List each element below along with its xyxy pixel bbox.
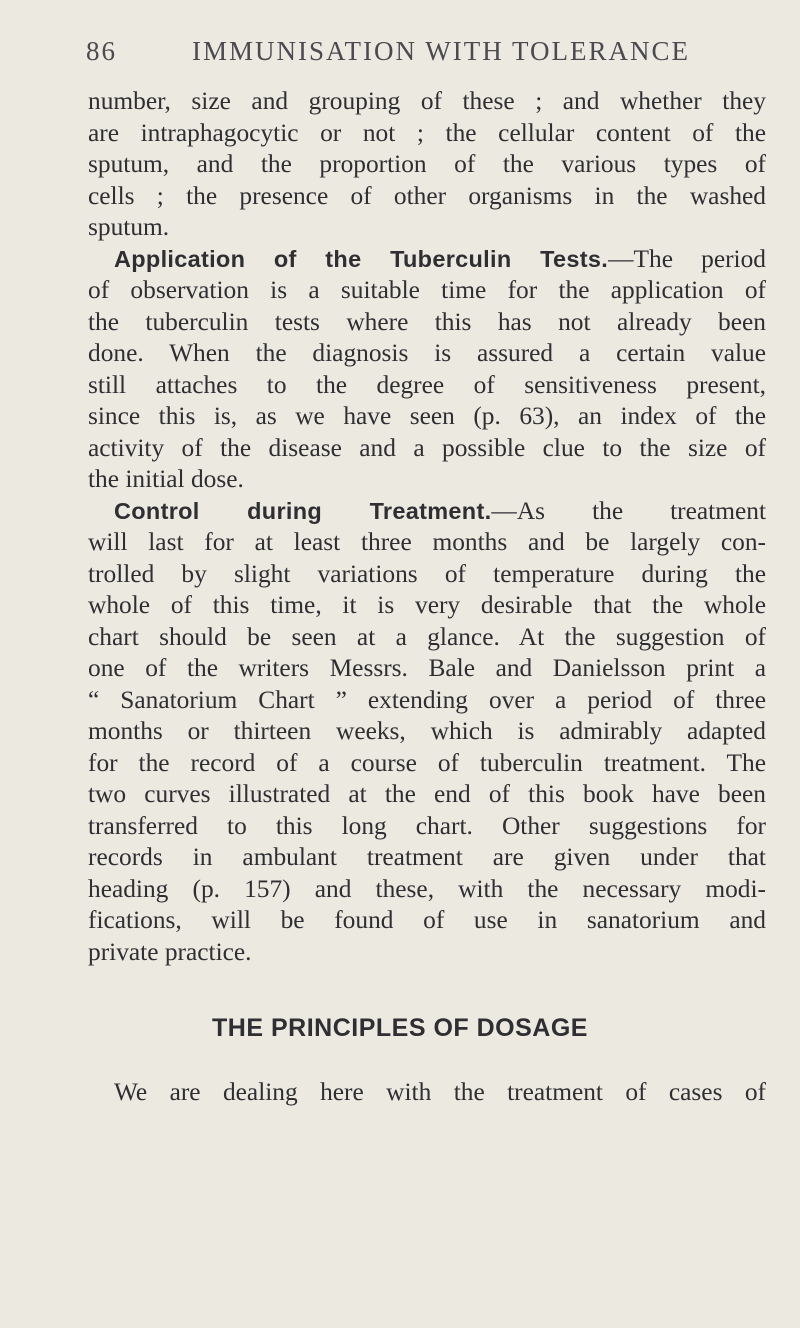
text-line: months or thirteen weeks, which is admirably adapted <box>88 717 766 745</box>
text-line: the initial dose. <box>88 465 244 493</box>
text-line: fications, will be found of use in sanatorium and <box>88 906 766 934</box>
text-line: cells ; the presence of other organisms in the washed <box>88 181 766 210</box>
text-line: private practice. <box>88 937 252 966</box>
paragraph-first-line <box>88 244 766 276</box>
section-first-line: We are dealing here with the treatment of cases of <box>114 1078 766 1106</box>
text-line: whole of this time, it is very desirable that the whole <box>88 591 766 619</box>
run-in-heading: Control during Treatment. <box>114 497 492 524</box>
text-line: heading (p. 157) and these, with the necessary modi- <box>88 874 766 903</box>
text-line: chart should be seen at a glance. At the suggestion of <box>88 622 766 651</box>
text-line: are intraphagocytic or not ; the cellular content of the <box>88 118 766 147</box>
text-line: records in ambulant treatment are given under that <box>88 843 766 871</box>
body-text <box>88 86 766 968</box>
text-line: the tuberculin tests where this has not already been <box>88 307 766 336</box>
text-line: one of the writers Messrs. Bale and Danielsson print a <box>88 654 766 682</box>
text-line: number, size and grouping of these ; and whether they <box>88 87 766 115</box>
text-line: done. When the diagnosis is assured a certain value <box>88 339 766 367</box>
section-heading: THE PRINCIPLES OF DOSAGE <box>212 1014 588 1042</box>
text-line: since this is, as we have seen (p. 63), an index of the <box>88 402 766 430</box>
text-line: trolled by slight variations of temperature during the <box>88 559 766 588</box>
run-in-heading: Application of the Tuberculin Tests. <box>114 245 609 272</box>
text-line: still attaches to the degree of sensitiveness present, <box>88 370 766 399</box>
text-line: transferred to this long chart. Other suggestions for <box>88 811 766 840</box>
text-line: two curves illustrated at the end of this book have been <box>88 780 766 808</box>
text-line: “ Sanatorium Chart ” extending over a period of three <box>88 685 766 714</box>
text-line: for the record of a course of tuberculin treatment. The <box>88 748 766 777</box>
running-header <box>86 36 690 67</box>
text-line: will last for at least three months and be largely con- <box>88 528 766 556</box>
text-fragment: —As the treatment <box>491 496 766 525</box>
text-line: sputum. <box>88 213 170 241</box>
text-line: sputum, and the proportion of the various types of <box>88 150 766 178</box>
text-fragment: —The period <box>608 244 767 273</box>
page-number: 86 <box>86 36 117 66</box>
text-line: of observation is a suitable time for the application of <box>88 276 766 304</box>
running-title: IMMUNISATION WITH TOLERANCE <box>192 36 690 66</box>
paragraph-first-line <box>88 496 766 528</box>
text-line: activity of the disease and a possible clue to the size of <box>88 433 766 462</box>
